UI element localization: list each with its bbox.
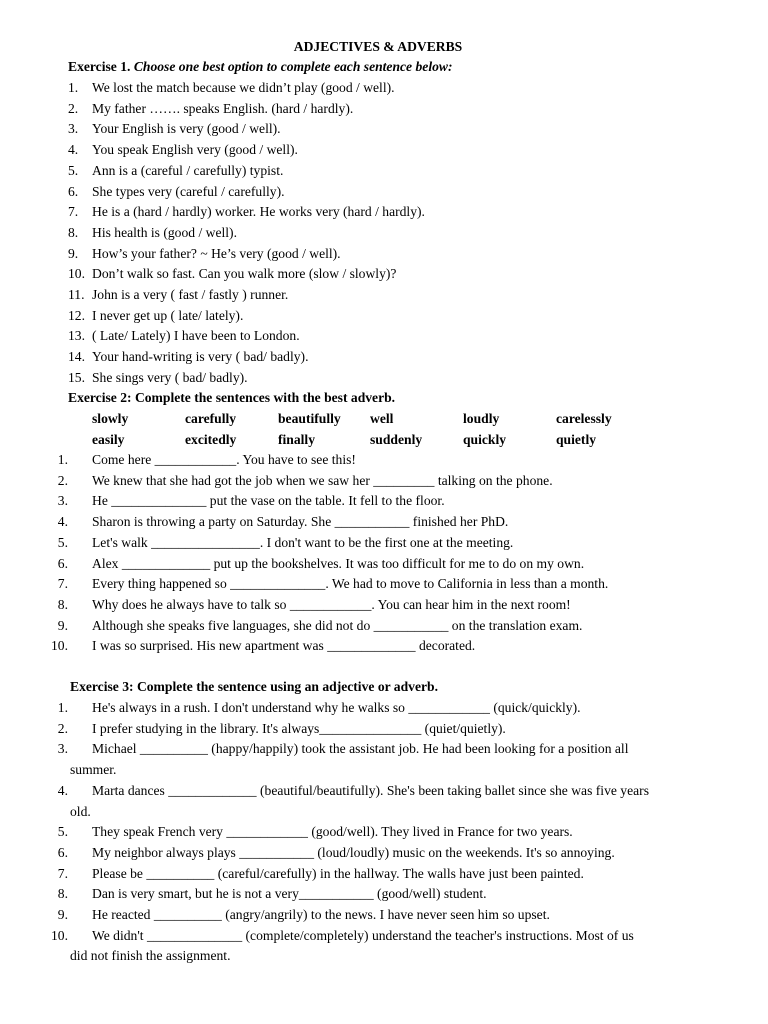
item-number: 14. xyxy=(68,349,85,365)
item-text: My neighbor always plays ___________ (loud/loudly) music on the weekends. It's so annoying. xyxy=(92,844,615,860)
item-text: We lost the match because we didn’t play (good / well). xyxy=(92,80,395,95)
item-text: She sings very ( bad/ badly). xyxy=(92,369,248,385)
exercise-1-item xyxy=(0,224,768,242)
item-number: 5. xyxy=(68,162,79,178)
exercise-1-item xyxy=(0,245,768,263)
item-text: Ann is a (careful / carefully) typist. xyxy=(92,162,284,178)
word-bank-item: carelessly xyxy=(556,411,612,426)
exercise-2-item xyxy=(0,575,768,593)
word-bank-item: carefully xyxy=(185,411,237,426)
item-number: 13. xyxy=(68,328,85,344)
item-number: 8. xyxy=(68,224,79,240)
item-number: 3. xyxy=(68,121,79,137)
item-text-continued: old. xyxy=(70,803,91,819)
exercise-1-item xyxy=(0,141,768,159)
exercise-2-item xyxy=(0,534,768,552)
exercise-2-item xyxy=(0,555,768,573)
item-number: 9. xyxy=(57,617,68,633)
exercise-1-item xyxy=(0,348,768,366)
exercise-3-item xyxy=(0,865,768,883)
page-title: ADJECTIVES & ADVERBS xyxy=(293,39,463,54)
exercise-1-item xyxy=(0,79,768,97)
item-text: I never get up ( late/ lately). xyxy=(92,307,244,323)
item-text: I was so surprised. His new apartment was _____________ decorated. xyxy=(92,638,476,654)
exercise-1-item xyxy=(0,286,768,304)
exercise-1-item xyxy=(0,203,768,221)
item-number: 5. xyxy=(57,824,68,840)
item-number: 6. xyxy=(68,183,79,199)
item-text: Your hand-writing is very ( bad/ badly). xyxy=(92,349,309,365)
word-bank-item: suddenly xyxy=(370,432,423,447)
exercise-3-item xyxy=(0,823,768,841)
item-text: You speak English very (good / well). xyxy=(92,142,298,158)
item-text: He reacted __________ (angry/angrily) to the news. I have never seen him so upset. xyxy=(92,907,550,922)
exercise-3-item xyxy=(0,699,768,717)
item-text: He ______________ put the vase on the table. It fell to the floor. xyxy=(92,493,445,509)
item-text: Don’t walk so fast. Can you walk more (slow / slowly)? xyxy=(92,266,397,282)
item-text: My father ……. speaks English. (hard / hardly). xyxy=(92,100,354,116)
item-text: His health is (good / well). xyxy=(92,224,237,240)
exercise-3-item xyxy=(0,740,768,758)
item-number: 4. xyxy=(57,514,68,530)
exercise-1-item xyxy=(0,369,768,387)
item-number: 7. xyxy=(68,204,79,220)
item-text: Alex _____________ put up the bookshelves. It was too difficult for me to do on my own. xyxy=(92,555,585,571)
item-number: 9. xyxy=(68,245,79,261)
exercise-1-heading xyxy=(68,58,453,76)
item-number: 8. xyxy=(57,886,68,902)
item-text: How’s your father? ~ He’s very (good / well). xyxy=(92,245,341,261)
exercise-2-item xyxy=(0,596,768,614)
exercise-1-item xyxy=(0,120,768,138)
exercise-1-instruction: Choose one best option to complete each sentence below: xyxy=(133,59,453,74)
item-number: 5. xyxy=(57,534,68,550)
exercise-1-item xyxy=(0,100,768,118)
exercise-3-heading-text: Exercise 3: Complete the sentence using an adjective or adverb. xyxy=(70,679,438,694)
item-text: Every thing happened so ______________. We had to move to California in less than a month. xyxy=(92,576,609,592)
word-bank-item: finally xyxy=(278,432,316,447)
word-bank-item: easily xyxy=(92,432,125,447)
word-bank-item: quickly xyxy=(463,432,507,447)
exercise-1-item xyxy=(0,265,768,283)
item-text: I prefer studying in the library. It's always_______________ (quiet/quietly). xyxy=(92,720,506,736)
item-number: 10. xyxy=(51,927,68,943)
item-number: 1. xyxy=(68,80,79,95)
item-number: 15. xyxy=(68,369,85,385)
item-number: 2. xyxy=(57,720,68,736)
item-text: He is a (hard / hardly) worker. He works very (hard / hardly). xyxy=(92,204,425,220)
item-number: 6. xyxy=(57,555,68,571)
word-bank-item: excitedly xyxy=(185,432,237,447)
exercise-3-item xyxy=(0,720,768,738)
exercise-2-heading xyxy=(68,389,395,407)
exercise-3-item xyxy=(0,906,768,924)
exercise-2-item xyxy=(0,451,768,469)
item-text: Although she speaks five languages, she did not do ___________ on the translation exam. xyxy=(92,617,583,633)
exercise-1-item xyxy=(0,183,768,201)
item-text: Marta dances _____________ (beautiful/beautifully). She's been taking ballet since she was five years xyxy=(92,782,649,798)
exercise-2-item xyxy=(0,513,768,531)
exercise-1-item xyxy=(0,162,768,180)
exercise-2-item xyxy=(0,492,768,510)
item-text: They speak French very ____________ (good/well). They lived in France for two years. xyxy=(92,824,573,840)
exercise-1-label: Exercise 1. xyxy=(68,59,131,74)
item-number: 9. xyxy=(57,907,68,922)
exercise-3-item xyxy=(0,782,768,800)
item-text: Michael __________ (happy/happily) took the assistant job. He had been looking for a position all xyxy=(92,741,629,757)
item-number: 2. xyxy=(57,472,68,488)
item-text: Let's walk ________________. I don't want to be the first one at the meeting. xyxy=(92,534,514,550)
item-text: We knew that she had got the job when we saw her _________ talking on the phone. xyxy=(92,472,553,488)
exercise-2-item xyxy=(0,617,768,635)
item-text: Why does he always have to talk so ____________. You can hear him in the next room! xyxy=(92,596,571,612)
item-number: 10. xyxy=(68,266,85,282)
item-number: 12. xyxy=(68,307,85,323)
exercise-2-item xyxy=(0,637,768,655)
item-number: 3. xyxy=(57,493,68,509)
item-number: 10. xyxy=(51,638,68,654)
item-text-continued: did not finish the assignment. xyxy=(70,948,231,964)
item-text: ( Late/ Lately) I have been to London. xyxy=(92,328,300,344)
exercise-1-item xyxy=(0,307,768,325)
item-number: 3. xyxy=(57,741,68,757)
exercise-3-item xyxy=(0,927,768,945)
item-number: 6. xyxy=(57,844,68,860)
item-text-continued: summer. xyxy=(70,762,117,778)
item-number: 4. xyxy=(68,142,79,158)
item-text: He's always in a rush. I don't understand why he walks so ____________ (quick/quickly). xyxy=(92,700,581,715)
word-bank-item: loudly xyxy=(463,411,500,426)
word-bank-item: slowly xyxy=(92,411,129,426)
item-number: 1. xyxy=(57,452,68,467)
item-text: John is a very ( fast / fastly ) runner. xyxy=(92,287,289,302)
word-bank-item: quietly xyxy=(556,432,597,447)
item-text: Dan is very smart, but he is not a very___________ (good/well) student. xyxy=(92,886,487,902)
exercise-3-item xyxy=(0,844,768,862)
item-number: 7. xyxy=(57,576,68,592)
word-bank-item: beautifully xyxy=(278,411,341,426)
item-text: Your English is very (good / well). xyxy=(92,121,281,137)
item-text: Sharon is throwing a party on Saturday. She ___________ finished her PhD. xyxy=(92,514,509,530)
item-number: 4. xyxy=(57,782,68,798)
exercise-3-item xyxy=(0,885,768,903)
item-text: She types very (careful / carefully). xyxy=(92,183,285,199)
item-number: 2. xyxy=(68,100,79,116)
exercise-2-heading-text: Exercise 2: Complete the sentences with the best adverb. xyxy=(68,390,396,405)
item-text: Come here ____________. You have to see this! xyxy=(92,452,356,467)
word-bank-item: well xyxy=(370,411,394,426)
item-number: 7. xyxy=(57,865,68,881)
item-number: 8. xyxy=(57,596,68,612)
item-number: 11. xyxy=(68,287,85,302)
exercise-2-item xyxy=(0,472,768,490)
exercise-1-item xyxy=(0,327,768,345)
item-text: Please be __________ (careful/carefully) in the hallway. The walls have just been painted. xyxy=(92,865,584,881)
exercise-3-heading xyxy=(70,678,438,696)
item-number: 1. xyxy=(57,700,68,715)
item-text: We didn't ______________ (complete/completely) understand the teacher's instructions. Most of us xyxy=(92,927,634,943)
